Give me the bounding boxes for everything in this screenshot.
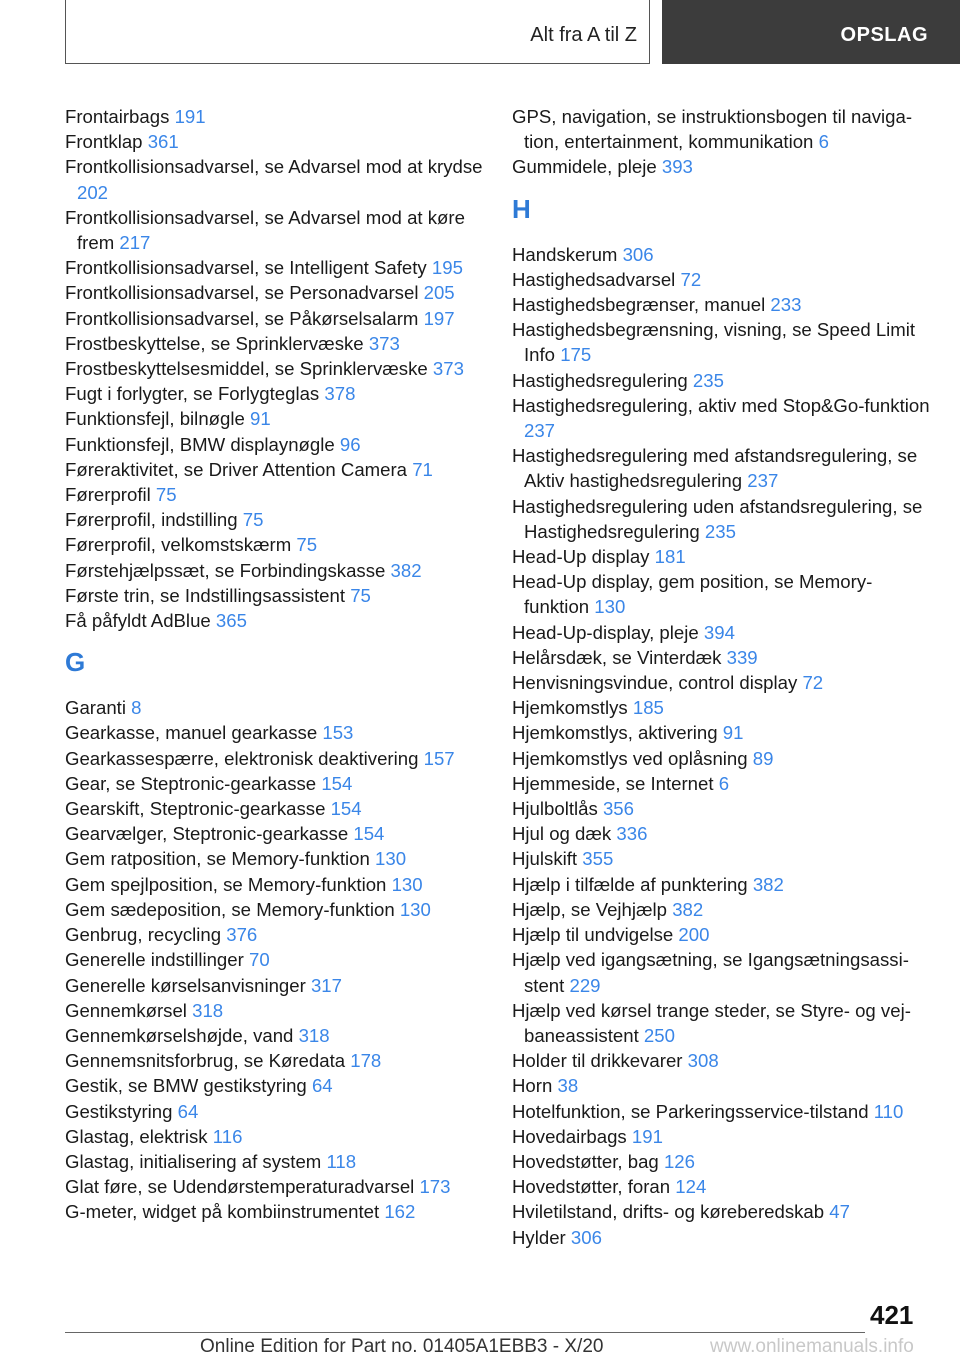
index-entry	[65, 796, 485, 821]
page-reference-link[interactable]: 317	[310, 974, 342, 996]
footer-rule	[65, 1332, 865, 1333]
index-entry-text: Gem sædeposition, se Memory-funktion	[65, 898, 395, 920]
index-entry-text: Hovedstøtter, foran	[512, 1176, 671, 1198]
page-reference-link[interactable]: 130	[594, 596, 626, 618]
index-entry-text: Frontklap	[65, 131, 143, 153]
index-entry-text: Hjul og dæk	[512, 823, 612, 845]
index-entry-text: Få påfyldt AdBlue	[65, 610, 211, 632]
page-reference-link[interactable]: 173	[419, 1176, 451, 1198]
index-entry-text: Førerprofil	[65, 484, 151, 506]
index-entry	[65, 1023, 485, 1048]
index-entry	[65, 947, 485, 972]
page-reference-link[interactable]: 118	[326, 1150, 357, 1172]
index-entry-text: Gearkassespærre, elektronisk deaktivering	[65, 747, 419, 769]
index-entry	[65, 872, 485, 897]
index-entry	[65, 746, 485, 771]
index-letter-heading: G	[65, 647, 86, 678]
index-entry-text: Føreraktivitet, se Driver Attention Camera	[65, 458, 408, 480]
index-entry	[512, 1099, 932, 1124]
page-reference-link[interactable]: 116	[212, 1125, 243, 1147]
index-entry	[65, 1199, 485, 1224]
index-entry	[512, 846, 932, 871]
header-mid-rule	[649, 0, 650, 64]
page-reference-link[interactable]: 185	[632, 697, 664, 719]
index-entry	[512, 292, 932, 317]
index-entry-text: Gummidele, pleje	[512, 156, 657, 178]
index-entry	[512, 796, 932, 821]
section-tab-label: OPSLAG	[840, 24, 928, 46]
page-reference-link[interactable]: 378	[324, 383, 356, 405]
index-entry-text: Gear, se Steptronic-gearkasse	[65, 772, 317, 794]
index-entry-text: Hastighedsregulering, aktiv med Stop&Go-funktion	[512, 394, 930, 416]
page-reference-link[interactable]: 154	[330, 798, 362, 820]
index-entry-text: Frontkollisionsadvarsel, se Personadvarsel	[65, 282, 419, 304]
index-entry	[512, 1073, 932, 1098]
index-entry-text: Funktionsfejl, bilnøgle	[65, 408, 245, 430]
section-title: Alt fra A til Z	[530, 24, 637, 46]
page-reference-link[interactable]: 318	[192, 999, 224, 1021]
page-reference-link[interactable]: 154	[321, 772, 353, 794]
page-reference-link[interactable]: 237	[524, 420, 556, 442]
index-entry	[512, 922, 932, 947]
index-entry	[512, 746, 932, 771]
index-entry-text: GPS, navigation, se instruktionsbogen til navigation, entertainment, kommunikation	[512, 106, 913, 153]
page-reference-link[interactable]: 361	[147, 131, 179, 153]
page-reference-link[interactable]: 237	[747, 470, 779, 492]
footer-text: Online Edition for Part no. 01405A1EBB3 - X/20	[200, 1336, 604, 1357]
index-entry-text: Hjulboltlås	[512, 798, 598, 820]
page-reference-link[interactable]: 6	[718, 772, 730, 794]
index-entry	[65, 558, 485, 583]
page-reference-link[interactable]: 195	[431, 257, 463, 279]
index-entry	[65, 255, 485, 280]
index-entry	[512, 317, 932, 367]
index-entry-text: Gennemkørselshøjde, vand	[65, 1024, 294, 1046]
page-reference-link[interactable]: 373	[432, 358, 464, 380]
page-reference-link[interactable]: 75	[242, 509, 264, 531]
index-entry-text: Frontkollisionsadvarsel, se Påkørselsalarm	[65, 307, 419, 329]
page-reference-link[interactable]: 8	[131, 697, 142, 719]
index-entry	[512, 443, 932, 493]
index-entry-text: Første trin, se Indstillingsassistent	[65, 584, 346, 606]
page-reference-link[interactable]: 72	[802, 672, 824, 694]
index-entry-text: Fugt i forlygter, se Forlygteglas	[65, 383, 320, 405]
page-reference-link[interactable]: 38	[557, 1075, 579, 1097]
index-entry	[512, 695, 932, 720]
index-entry	[512, 670, 932, 695]
page-reference-link[interactable]: 130	[399, 898, 431, 920]
index-entry-text: Handskerum	[512, 243, 618, 265]
index-entry	[65, 306, 485, 331]
page-reference-link[interactable]: 191	[174, 106, 206, 127]
index-entry	[65, 1124, 485, 1149]
index-entry-text: Glastag, elektrisk	[65, 1125, 208, 1147]
index-entry	[512, 569, 932, 619]
index-entry-text: Gem spejlposition, se Memory-funktion	[65, 873, 387, 895]
page-reference-link[interactable]: 75	[296, 534, 318, 556]
index-entry	[65, 129, 485, 154]
index-entry	[65, 1099, 485, 1124]
index-entry	[65, 205, 485, 255]
index-entry	[512, 267, 932, 292]
index-entry-text: Head-Up-display, pleje	[512, 621, 699, 643]
index-entry-text: Hastighedsadvarsel	[512, 268, 676, 290]
index-entry-text: Frontkollisionsadvarsel, se Advarsel mod at køre frem	[65, 206, 465, 254]
index-entry-text: Head-Up display	[512, 546, 650, 568]
index-entry	[65, 507, 485, 532]
index-entry	[512, 242, 932, 267]
index-entry	[512, 1149, 932, 1174]
page-reference-link[interactable]: 308	[687, 1050, 719, 1072]
index-entry-text: Hjælp i tilfælde af punktering	[512, 873, 748, 895]
index-entry-text: Gestik, se BMW gestikstyring	[65, 1075, 307, 1097]
index-entry-text: Genbrug, recycling	[65, 924, 222, 946]
page-reference-link[interactable]: 200	[678, 924, 710, 946]
index-entry-text: Hviletilstand, drifts- og køreberedskab	[512, 1201, 825, 1223]
index-entry	[65, 104, 485, 129]
section-tab[interactable]	[662, 0, 960, 64]
page-reference-link[interactable]: 306	[622, 243, 654, 265]
index-entry	[512, 1048, 932, 1073]
index-entry-text: Hastighedsregulering	[512, 369, 688, 391]
page-reference-link[interactable]: 70	[248, 949, 270, 971]
page-reference-link[interactable]: 382	[390, 559, 422, 581]
page-reference-link[interactable]: 130	[391, 873, 423, 895]
index-entry	[65, 457, 485, 482]
page-reference-link[interactable]: 339	[726, 646, 758, 668]
index-entry-text: Gearvælger, Steptronic-gearkasse	[65, 823, 349, 845]
page-number: 421	[870, 1300, 914, 1330]
index-entry	[65, 897, 485, 922]
page-reference-link[interactable]: 229	[569, 974, 601, 996]
index-entry-text: Gennemkørsel	[65, 999, 187, 1021]
index-entry-text: Gearskift, Steptronic-gearkasse	[65, 798, 326, 820]
index-entry-text: Førerprofil, velkomstskærm	[65, 534, 292, 556]
page-reference-link[interactable]: 162	[384, 1201, 416, 1223]
page-reference-link[interactable]: 233	[770, 294, 802, 316]
page-reference-link[interactable]: 91	[250, 408, 271, 430]
index-entry-text: Gennemsnitsforbrug, se Køredata	[65, 1050, 346, 1072]
index-entry	[65, 608, 485, 633]
index-entry	[512, 620, 932, 645]
page-reference-link[interactable]: 91	[722, 722, 744, 744]
page-reference-link[interactable]: 157	[423, 747, 455, 769]
index-entry-text: Hjemkomstlys	[512, 697, 628, 719]
page-reference-link[interactable]: 64	[311, 1075, 333, 1097]
index-entry	[65, 821, 485, 846]
page-reference-link[interactable]: 110	[873, 1100, 904, 1122]
index-entry-text: Head-Up display, gem position, se Memory-funktion	[512, 571, 873, 618]
page-reference-link[interactable]: 153	[322, 722, 354, 744]
index-entry-text: Hylder	[512, 1226, 566, 1248]
page-reference-link[interactable]: 75	[350, 584, 371, 606]
page-reference-link[interactable]: 178	[350, 1050, 382, 1072]
index-entry-text: Frontkollisionsadvarsel, se Intelligent Safety	[65, 257, 427, 279]
index-entry-text: Hovedstøtter, bag	[512, 1150, 659, 1172]
page-reference-link[interactable]: 365	[215, 610, 247, 632]
index-entry-text: G-meter, widget på kombiinstrumentet	[65, 1201, 380, 1223]
index-entry	[512, 393, 932, 443]
page-reference-link[interactable]: 355	[582, 848, 614, 870]
index-entry-text: Hastighedsregulering uden afstandsregulering, se Hastighedsregulering	[512, 495, 923, 542]
index-entry	[65, 922, 485, 947]
page-reference-link[interactable]: 89	[752, 747, 774, 769]
index-entry-text: Hovedairbags	[512, 1125, 627, 1147]
page-reference-link[interactable]: 64	[177, 1100, 199, 1122]
index-entry	[512, 872, 932, 897]
index-entry	[512, 494, 932, 544]
watermark: www.onlinemanuals.info	[710, 1336, 914, 1357]
index-column-left	[65, 104, 485, 1225]
page-reference-link[interactable]: 191	[631, 1125, 663, 1147]
page-reference-link[interactable]: 373	[368, 332, 400, 354]
index-entry	[512, 368, 932, 393]
page-reference-link[interactable]: 181	[654, 546, 686, 568]
header-bottom-rule	[65, 63, 650, 64]
index-entry	[65, 583, 485, 608]
index-entry-text: Hastighedsbegrænser, manuel	[512, 294, 766, 316]
index-entry-text: Henvisningsvindue, control display	[512, 672, 798, 694]
index-entry-text: Gearkasse, manuel gearkasse	[65, 722, 318, 744]
index-column-right	[512, 104, 932, 1250]
page-reference-link[interactable]: 175	[560, 344, 592, 366]
page-reference-link[interactable]: 47	[829, 1201, 850, 1223]
page-reference-link[interactable]: 376	[226, 924, 258, 946]
index-entry	[65, 356, 485, 381]
index-entry-text: Hjælp ved kørsel trange steder, se Styre- og vejbaneassistent	[512, 999, 911, 1046]
index-entry	[512, 104, 932, 154]
index-entry	[65, 406, 485, 431]
index-entry-text: Generelle indstillinger	[65, 949, 244, 971]
index-entry	[512, 154, 932, 179]
index-entry-text: Hjælp, se Vejhjælp	[512, 898, 668, 920]
index-entry-text: Funktionsfejl, BMW displaynøgle	[65, 433, 335, 455]
index-entry	[65, 695, 485, 720]
index-entry	[512, 821, 932, 846]
page-reference-link[interactable]: 217	[119, 232, 151, 254]
page-reference-link[interactable]: 130	[375, 848, 407, 870]
page-reference-link[interactable]: 96	[339, 433, 361, 455]
index-entry-text: Gem ratposition, se Memory-funktion	[65, 848, 370, 870]
page-reference-link[interactable]: 356	[602, 798, 634, 820]
index-entry-text: Hastighedsbegrænsning, visning, se Speed Limit Info	[512, 319, 916, 366]
index-entry	[512, 544, 932, 569]
page-reference-link[interactable]: 393	[661, 156, 693, 178]
index-entry-text: Hjemkomstlys, aktivering	[512, 722, 718, 744]
index-entry-text: Glastag, initialisering af system	[65, 1150, 322, 1172]
page-reference-link[interactable]: 72	[680, 268, 702, 290]
page-reference-link[interactable]: 126	[663, 1150, 695, 1172]
index-entry	[512, 645, 932, 670]
page-reference-link[interactable]: 71	[412, 458, 433, 480]
page-reference-link[interactable]: 197	[423, 307, 455, 329]
page-reference-link[interactable]: 6	[818, 131, 829, 153]
index-entry	[65, 846, 485, 871]
page-reference-link[interactable]: 124	[675, 1176, 707, 1198]
index-entry	[65, 331, 485, 356]
index-entry	[65, 1048, 485, 1073]
index-entry-text: Glat føre, se Udendørstemperaturadvarsel	[65, 1176, 415, 1198]
index-entry	[512, 998, 932, 1048]
page-reference-link[interactable]: 318	[298, 1024, 330, 1046]
page-reference-link[interactable]: 394	[703, 621, 735, 643]
index-entry	[512, 720, 932, 745]
page-reference-link[interactable]: 306	[570, 1226, 602, 1248]
index-entry-text: Holder til drikkevarer	[512, 1050, 683, 1072]
page-reference-link[interactable]: 202	[77, 181, 109, 203]
index-entry-text: Frontairbags	[65, 106, 170, 127]
page-reference-link[interactable]: 75	[155, 484, 177, 506]
index-entry-text: Hastighedsregulering med afstandsregulering, se Aktiv hastighedsregulering	[512, 445, 918, 492]
page-reference-link[interactable]: 382	[752, 873, 784, 895]
index-entry	[65, 973, 485, 998]
index-entry	[65, 482, 485, 507]
index-entry	[65, 998, 485, 1023]
index-entry	[65, 1174, 485, 1199]
index-entry	[512, 1225, 932, 1250]
index-entry	[65, 1149, 485, 1174]
index-entry	[512, 1199, 932, 1224]
index-entry-text: Gestikstyring	[65, 1100, 173, 1122]
header-left-rule	[65, 0, 66, 64]
index-entry-text: Førerprofil, indstilling	[65, 509, 238, 531]
page-reference-link[interactable]: 205	[423, 282, 455, 304]
index-entry-text: Hjulskift	[512, 848, 578, 870]
index-entry-text: Horn	[512, 1075, 553, 1097]
index-entry	[512, 771, 932, 796]
index-letter-heading: H	[512, 193, 531, 224]
index-entry	[65, 280, 485, 305]
page-reference-link[interactable]: 336	[616, 823, 648, 845]
index-entry	[512, 1124, 932, 1149]
index-entry	[65, 1073, 485, 1098]
index-entry	[512, 897, 932, 922]
index-entry-text: Hjemmeside, se Internet	[512, 772, 714, 794]
index-entry-text: Helårsdæk, se Vinterdæk	[512, 646, 722, 668]
index-entry	[65, 532, 485, 557]
index-entry	[65, 432, 485, 457]
page-reference-link[interactable]: 154	[353, 823, 385, 845]
index-entry-text: Garanti	[65, 697, 126, 719]
index-entry	[65, 381, 485, 406]
index-entry-text: Frontkollisionsadvarsel, se Advarsel mod at krydse	[65, 156, 483, 178]
page-reference-link[interactable]: 235	[704, 520, 736, 542]
index-entry-text: Hjælp til undvigelse	[512, 924, 674, 946]
index-entry-text: Hotelfunktion, se Parkeringsservice-tilstand	[512, 1100, 869, 1122]
page-reference-link[interactable]: 250	[643, 1024, 675, 1046]
index-entry	[65, 720, 485, 745]
index-entry	[512, 1174, 932, 1199]
index-entry-text: Førstehjælpssæt, se Forbindingskasse	[65, 559, 386, 581]
index-entry-text: Frostbeskyttelsesmiddel, se Sprinklervæske	[65, 358, 428, 380]
page-reference-link[interactable]: 382	[672, 898, 704, 920]
index-entry	[65, 771, 485, 796]
index-entry-text: Hjælp ved igangsætning, se Igangsætningsassistent	[512, 949, 909, 996]
index-entry-text: Frostbeskyttelse, se Sprinklervæske	[65, 332, 364, 354]
index-entry-text: Generelle kørselsanvisninger	[65, 974, 306, 996]
page-reference-link[interactable]: 235	[692, 369, 724, 391]
index-entry-text: Hjemkomstlys ved oplåsning	[512, 747, 748, 769]
index-entry	[512, 947, 932, 997]
index-entry	[65, 154, 485, 204]
